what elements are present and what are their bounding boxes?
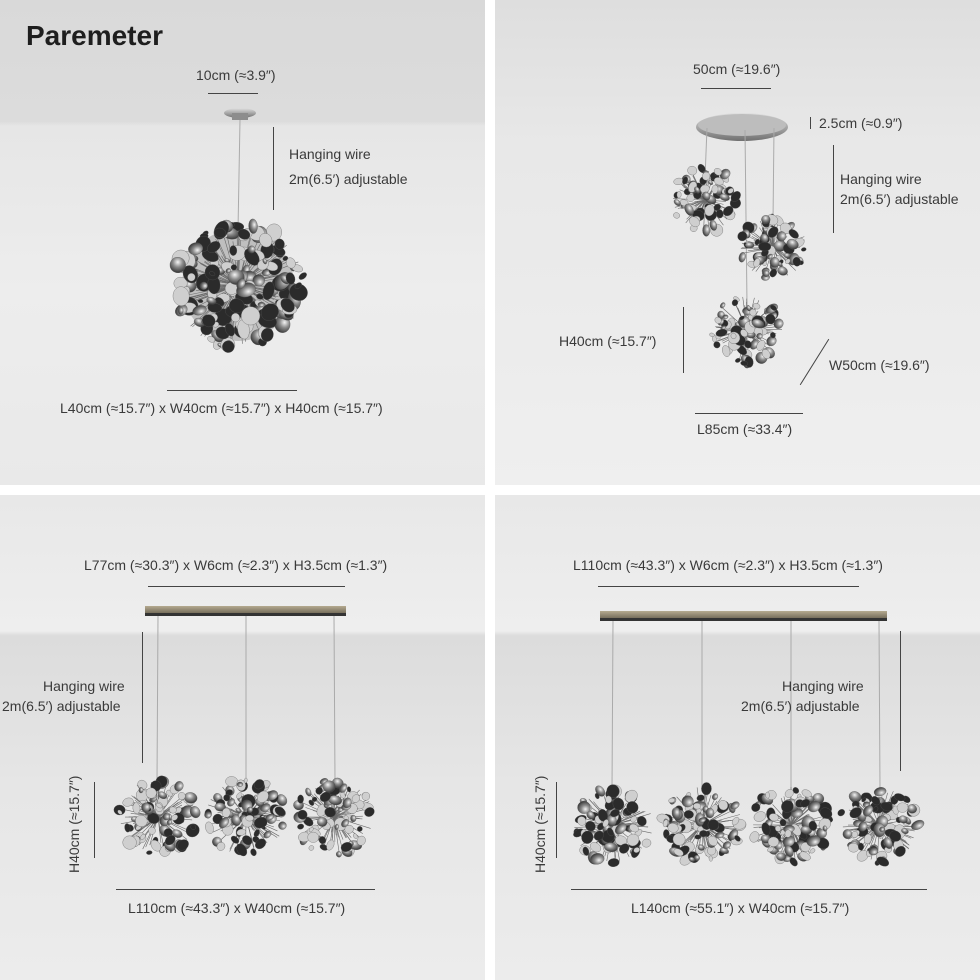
- wire-dimension-line: [900, 631, 901, 771]
- height-label: H40cm (≈15.7″): [532, 775, 548, 873]
- height-label: H40cm (≈15.7″): [559, 333, 657, 349]
- panel-single-pendant: [0, 0, 485, 485]
- length-dimension-line: [695, 413, 803, 414]
- canopy-size-label: L110cm (≈43.3″) x W6cm (≈2.3″) x H3.5cm (≈1.3″): [573, 557, 883, 573]
- length-label: L85cm (≈33.4″): [697, 421, 793, 437]
- canopy-height-label: 2.5cm (≈0.9″): [819, 115, 903, 131]
- canopy-diameter-label: 10cm (≈3.9″): [196, 67, 276, 83]
- overall-size-label: L110cm (≈43.3″) x W40cm (≈15.7″): [128, 900, 346, 916]
- hanging-wire-length-label: 2m(6.5′) adjustable: [741, 698, 860, 714]
- width-label: W50cm (≈19.6″): [829, 357, 930, 373]
- canopy-height-line: [810, 117, 811, 129]
- canopy-diameter-label: 50cm (≈19.6″): [693, 61, 781, 77]
- wire-dimension-line: [833, 145, 834, 233]
- hanging-wire-length-label: 2m(6.5′) adjustable: [840, 191, 959, 207]
- height-label: H40cm (≈15.7″): [66, 775, 82, 873]
- panel-round-three-pendant: [495, 0, 980, 485]
- length-dimension-line: [116, 889, 375, 890]
- page-title: Paremeter: [26, 20, 163, 51]
- hanging-wire-length-label: 2m(6.5′) adjustable: [289, 171, 408, 187]
- height-dimension-line: [683, 307, 684, 373]
- overall-size-label: L40cm (≈15.7″) x W40cm (≈15.7″) x H40cm (≈15.7″): [60, 400, 383, 416]
- hanging-wire-label: Hanging wire: [840, 171, 922, 187]
- hanging-wire-length-label: 2m(6.5′) adjustable: [2, 698, 121, 714]
- dimension-line: [167, 390, 297, 391]
- hanging-wire-label: Hanging wire: [43, 678, 125, 694]
- height-dimension-line: [94, 782, 95, 858]
- wire-dimension-line: [273, 127, 274, 210]
- overall-size-label: L140cm (≈55.1″) x W40cm (≈15.7″): [631, 900, 850, 916]
- panel-linear-four-pendant: [495, 495, 980, 980]
- hanging-wire-label: Hanging wire: [289, 146, 371, 162]
- height-dimension-line: [556, 782, 557, 858]
- wire-dimension-line: [142, 632, 143, 763]
- hanging-wire-label: Hanging wire: [782, 678, 864, 694]
- panel-linear-three-pendant: [0, 495, 485, 980]
- canopy-size-label: L77cm (≈30.3″) x W6cm (≈2.3″) x H3.5cm (≈1.3″): [84, 557, 388, 573]
- length-dimension-line: [571, 889, 927, 890]
